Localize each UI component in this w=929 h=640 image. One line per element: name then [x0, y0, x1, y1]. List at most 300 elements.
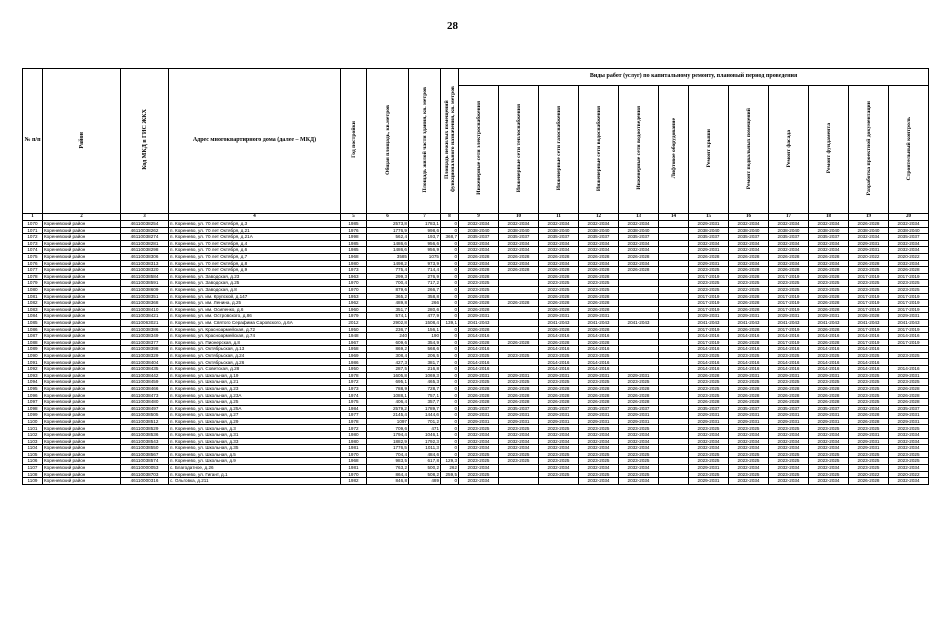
table-cell	[659, 478, 689, 485]
table-cell: 2032-2034	[499, 438, 539, 445]
table-cell: п. Коренево, ул. Школьная, д.23А	[169, 392, 341, 399]
table-cell: 1948	[341, 333, 367, 340]
table-cell: 1981	[341, 445, 367, 452]
table-cell: 2023-2025	[539, 379, 579, 386]
table-cell: 2035-2037	[499, 405, 539, 412]
table-cell: п. Коренево, ул. Гигант, д.1	[169, 471, 341, 478]
table-cell: 2032-2034	[889, 478, 929, 485]
table-cell: 2017-2019	[889, 306, 929, 313]
header-work: Строительный контроль	[889, 86, 929, 214]
table-cell: п. Коренево, ул. Школьная, д.19	[169, 372, 341, 379]
table-cell: 1986	[341, 359, 367, 366]
header-work: Инженерные сети водоотведения	[619, 86, 659, 214]
column-number: 6	[367, 214, 409, 221]
table-cell: 1498,2	[367, 260, 409, 267]
table-cell: 406,4	[367, 399, 409, 406]
table-cell: п. Коренево, ул. Школьная, д.25А	[169, 405, 341, 412]
table-cell: 2035-2037	[809, 405, 849, 412]
table-cell: 2029-2031	[579, 418, 619, 425]
table-cell: 2023-2025	[769, 280, 809, 287]
table-cell: 471	[409, 425, 441, 432]
table-cell: 500,2	[409, 464, 441, 471]
table-cell: 1960	[341, 306, 367, 313]
table-row	[23, 253, 929, 260]
table-row	[23, 451, 929, 458]
table-cell: 2026-2028	[579, 300, 619, 307]
table-cell: 2032-2034	[459, 438, 499, 445]
table-cell: 46110038497	[121, 405, 169, 412]
table-cell: Кореневский район	[43, 379, 121, 386]
table-cell: 1075	[23, 253, 43, 260]
table-row	[23, 267, 929, 274]
column-number: 9	[459, 214, 499, 221]
table-cell: 46110038410	[121, 306, 169, 313]
table-cell: 2017-2019	[769, 293, 809, 300]
table-cell: 2032-2034	[769, 445, 809, 452]
table-cell: 2023-2025	[849, 392, 889, 399]
table-cell: 2017-2019	[889, 273, 929, 280]
table-cell	[499, 319, 539, 326]
table-row	[23, 300, 929, 307]
table-cell: 2026-2028	[579, 306, 619, 313]
table-row	[23, 359, 929, 366]
table-cell: 46110038329	[121, 352, 169, 359]
table-cell: 193,7	[409, 234, 441, 241]
table-cell: 2032-2034	[459, 240, 499, 247]
table-cell: 2026-2028	[809, 385, 849, 392]
table-cell: 2026-2028	[849, 418, 889, 425]
table-cell	[659, 451, 689, 458]
table-cell: 2023-2025	[729, 352, 769, 359]
table-cell: 2026-2028	[459, 253, 499, 260]
table-cell: 2026-2028	[729, 392, 769, 399]
table-cell: 1086	[23, 326, 43, 333]
table-cell: 983,5	[367, 458, 409, 465]
table-cell: 2023-2025	[459, 352, 499, 359]
table-cell	[659, 319, 689, 326]
table-cell: Кореневский район	[43, 221, 121, 228]
table-cell: 2032-2034	[619, 478, 659, 485]
table-cell: 2032-2034	[539, 464, 579, 471]
table-cell: 0	[441, 352, 459, 359]
table-cell	[659, 234, 689, 241]
table-cell: 2026-2028	[849, 478, 889, 485]
table-cell: 2041-2043	[809, 319, 849, 326]
table-cell: 2023-2025	[539, 280, 579, 287]
table-cell: 1088	[23, 339, 43, 346]
table-cell: 1976	[341, 227, 367, 234]
table-cell: 1073	[23, 240, 43, 247]
table-cell: 2026-2028	[619, 399, 659, 406]
table-cell: Кореневский район	[43, 240, 121, 247]
table-cell: 2017-2019	[769, 300, 809, 307]
table-cell: 2032-2034	[849, 405, 889, 412]
table-cell: 2032-2034	[579, 478, 619, 485]
table-cell: 2026-2028	[539, 273, 579, 280]
table-cell: 287,5	[367, 366, 409, 373]
table-cell: 2032-2034	[499, 445, 539, 452]
table-cell	[659, 438, 689, 445]
table-cell	[659, 221, 689, 228]
table-cell: 46110038254	[121, 221, 169, 228]
table-cell: 1973	[341, 385, 367, 392]
table-cell	[659, 306, 689, 313]
table-cell: 1970	[341, 280, 367, 287]
table-cell: 46110038442	[121, 372, 169, 379]
table-cell: 2026-2028	[809, 253, 849, 260]
table-row	[23, 339, 929, 346]
table-cell: 427,3	[367, 359, 409, 366]
table-row	[23, 227, 929, 234]
table-cell: 2035-2037	[459, 405, 499, 412]
table-cell: п. Коренево, ул. 70 лет Октября, д.6	[169, 247, 341, 254]
table-cell: 2023-2025	[889, 458, 929, 465]
table-cell: 2029-2031	[539, 313, 579, 320]
table-cell: 2038-2040	[689, 227, 729, 234]
table-cell: 2026-2028	[729, 339, 769, 346]
table-cell	[619, 339, 659, 346]
table-cell: 2032-2034	[499, 221, 539, 228]
table-cell: п. Коренево, ул. Заводская, д.25	[169, 280, 341, 287]
table-cell: 2023-2025	[849, 372, 889, 379]
table-cell: п. Коренево, ул. 70 лет Октября, д.9	[169, 267, 341, 274]
table-cell	[659, 412, 689, 419]
table-cell: 1108	[23, 471, 43, 478]
table-cell: 2026-2028	[849, 221, 889, 228]
table-cell: 1103	[23, 438, 43, 445]
table-cell: 489	[409, 478, 441, 485]
table-cell	[619, 366, 659, 373]
table-cell: 2026-2028	[769, 253, 809, 260]
table-cell: 2029-2031	[809, 313, 849, 320]
table-cell: 1444,6	[409, 412, 441, 419]
table-cell: 2026-2028	[889, 385, 929, 392]
table-cell: 2029-2031	[689, 478, 729, 485]
table-cell: 2026-2028	[769, 399, 809, 406]
table-cell: 0	[441, 227, 459, 234]
table-cell: 2035-2037	[689, 234, 729, 241]
table-cell: Кореневский район	[43, 471, 121, 478]
table-cell: 2038-2040	[769, 227, 809, 234]
table-cell: 1973	[341, 267, 367, 274]
table-cell: 358,8	[409, 293, 441, 300]
header-work: Лифтовое оборудование	[659, 86, 689, 214]
table-cell: 2029-2031	[619, 412, 659, 419]
table-cell: п. Коренево, ул. Школьная, д.5	[169, 451, 341, 458]
table-row	[23, 412, 929, 419]
table-cell: 2041-2043	[889, 319, 929, 326]
table-cell: 2026-2028	[459, 306, 499, 313]
table-cell: 2029-2031	[849, 432, 889, 439]
table-cell: 2017-2019	[889, 326, 929, 333]
table-cell: 46110038703	[121, 471, 169, 478]
table-cell: 46110038574	[121, 458, 169, 465]
table-cell: Кореневский район	[43, 438, 121, 445]
table-cell: 1950	[341, 326, 367, 333]
table-cell: п. Коренево, ул. Школьная, д.29	[169, 418, 341, 425]
table-cell: 2029-2031	[459, 313, 499, 320]
table-cell: 2014-2016	[459, 333, 499, 340]
table-cell: 2026-2028	[499, 392, 539, 399]
table-cell: 0	[441, 478, 459, 485]
table-cell: 2023-2025	[579, 425, 619, 432]
table-cell: 2023-2025	[499, 379, 539, 386]
table-cell: 0	[441, 306, 459, 313]
table-cell: 1970	[341, 471, 367, 478]
table-cell: 2032-2034	[689, 240, 729, 247]
table-cell: 365,2	[367, 293, 409, 300]
table-cell: 2023-2025	[889, 425, 929, 432]
table-cell: 2032-2034	[769, 478, 809, 485]
table-cell: 1083	[23, 306, 43, 313]
table-cell: 46110038306	[121, 253, 169, 260]
table-cell: 0	[441, 405, 459, 412]
header-work: Инженерные сети электроснабжения	[459, 86, 499, 214]
table-cell: 1082	[23, 300, 43, 307]
table-cell: 1968	[341, 253, 367, 260]
table-cell: 2017-2019	[769, 273, 809, 280]
table-cell: 46110038536	[121, 432, 169, 439]
table-cell: 2017-2019	[689, 306, 729, 313]
table-cell: Кореневский район	[43, 418, 121, 425]
table-cell: 2026-2028	[579, 293, 619, 300]
table-row	[23, 405, 929, 412]
table-cell: п. Коренево, ул. Школьная, д.35	[169, 445, 341, 452]
table-cell: Кореневский район	[43, 432, 121, 439]
table-row	[23, 438, 929, 445]
capital-repair-table	[22, 68, 929, 485]
table-cell: 1093	[23, 372, 43, 379]
table-cell: 2026-2028	[729, 385, 769, 392]
table-cell: 2023-2025	[889, 451, 929, 458]
table-cell: 1950	[341, 366, 367, 373]
table-cell: 0	[441, 399, 459, 406]
table-cell: 262	[441, 464, 459, 471]
table-cell	[659, 227, 689, 234]
table-cell: 2023-2025	[889, 352, 929, 359]
table-cell: 2014-2016	[849, 346, 889, 353]
table-cell	[659, 352, 689, 359]
table-cell: 0	[441, 346, 459, 353]
table-cell	[499, 286, 539, 293]
table-cell: Кореневский район	[43, 412, 121, 419]
table-cell: 2026-2028	[539, 399, 579, 406]
table-cell: 704,4	[367, 451, 409, 458]
table-cell: 2035-2037	[619, 405, 659, 412]
table-cell: 2029-2031	[689, 418, 729, 425]
table-cell: 2014-2016	[539, 366, 579, 373]
table-cell: 2026-2028	[579, 253, 619, 260]
table-cell: 2017-2019	[849, 339, 889, 346]
table-cell: 1972	[341, 425, 367, 432]
table-cell: 2041-2043	[579, 319, 619, 326]
table-cell: Кореневский район	[43, 319, 121, 326]
table-cell: 2014-2016	[459, 346, 499, 353]
table-cell: 1076	[23, 260, 43, 267]
table-cell	[619, 280, 659, 287]
table-cell: 46110038386	[121, 326, 169, 333]
table-cell: 46110000053	[121, 464, 169, 471]
table-cell: 2026-2028	[579, 267, 619, 274]
table-cell: 2026-2028	[809, 392, 849, 399]
table-row	[23, 379, 929, 386]
table-cell: 617,8	[409, 458, 441, 465]
table-cell: 2014-2016	[849, 333, 889, 340]
table-cell: 2026-2028	[619, 253, 659, 260]
table-cell	[659, 366, 689, 373]
table-cell: 2032-2034	[619, 432, 659, 439]
table-cell: 2038-2040	[499, 227, 539, 234]
header-district: Район	[43, 69, 121, 214]
table-cell: 2032-2034	[689, 445, 729, 452]
table-cell: 2032-2034	[889, 445, 929, 452]
table-cell: 2032-2034	[579, 445, 619, 452]
table-cell: 2023-2025	[689, 471, 729, 478]
table-row	[23, 260, 929, 267]
table-cell: 2026-2028	[499, 339, 539, 346]
table-cell: 2029-2031	[769, 313, 809, 320]
table-cell: 2017-2019	[769, 326, 809, 333]
table-cell: п. Коренево, ул. 70 лет Октября, д.21	[169, 227, 341, 234]
table-cell: 2023-2025	[729, 471, 769, 478]
table-row	[23, 352, 929, 359]
table-cell: 2029-2031	[459, 412, 499, 419]
table-cell: 46110038298	[121, 247, 169, 254]
table-cell	[539, 478, 579, 485]
table-cell: 2014-2016	[809, 346, 849, 353]
table-cell	[499, 471, 539, 478]
table-row	[23, 240, 929, 247]
table-cell: Кореневский район	[43, 273, 121, 280]
table-cell: Кореневский район	[43, 280, 121, 287]
table-cell: 465,3	[409, 379, 441, 386]
table-cell: 2035-2037	[729, 234, 769, 241]
table-row	[23, 425, 929, 432]
table-cell: 2023-2025	[499, 458, 539, 465]
table-cell: 2014-2016	[459, 366, 499, 373]
header-work: Инженерные сети газоснабжения	[539, 86, 579, 214]
table-cell: 1486,6	[367, 240, 409, 247]
table-cell: 2029-2031	[849, 247, 889, 254]
table-row	[23, 372, 929, 379]
table-cell: 2023-2025	[689, 385, 729, 392]
table-cell: 2026-2028	[539, 300, 579, 307]
table-cell: 2038-2040	[459, 227, 499, 234]
table-cell: 2014-2016	[849, 359, 889, 366]
table-cell: 2032-2034	[689, 432, 729, 439]
table-cell: 2014-2016	[689, 366, 729, 373]
table-cell: 2023-2025	[619, 471, 659, 478]
table-cell: 1605,8	[367, 372, 409, 379]
table-cell	[619, 333, 659, 340]
table-cell: 2026-2028	[889, 392, 929, 399]
table-cell: 2023-2025	[849, 385, 889, 392]
table-cell: п. Коренево, ул. Школьная, д.27	[169, 412, 341, 419]
table-cell: 2026-2028	[809, 399, 849, 406]
table-cell: 2026-2028	[729, 267, 769, 274]
table-cell: 2029-2031	[889, 412, 929, 419]
table-cell: 46110038529	[121, 425, 169, 432]
table-cell: 1085	[23, 319, 43, 326]
table-cell: 956,9	[409, 247, 441, 254]
table-cell: 1095	[23, 385, 43, 392]
table-row	[23, 418, 929, 425]
column-number: 16	[729, 214, 769, 221]
table-cell: 2026-2028	[459, 339, 499, 346]
table-cell: 2041-2043	[539, 319, 579, 326]
table-cell: 2032-2034	[809, 221, 849, 228]
table-cell: 2023-2025	[849, 399, 889, 406]
table-cell: 2035-2037	[579, 234, 619, 241]
table-cell: 1962	[341, 300, 367, 307]
table-cell: Кореневский район	[43, 247, 121, 254]
table-cell: 0	[441, 425, 459, 432]
table-cell: 2026-2028	[539, 293, 579, 300]
column-number: 20	[889, 214, 929, 221]
table-cell: 2038-2040	[619, 227, 659, 234]
column-numbers-row	[23, 214, 929, 221]
table-cell: 46110038567	[121, 451, 169, 458]
table-cell: 2035-2037	[459, 234, 499, 241]
table-cell: 998,6	[409, 227, 441, 234]
table-cell: 2023-2025	[579, 379, 619, 386]
table-cell: 2029-2031	[849, 240, 889, 247]
table-cell: 2023-2025	[539, 352, 579, 359]
table-cell: 2023-2025	[849, 458, 889, 465]
table-cell: Кореневский район	[43, 313, 121, 320]
table-cell: 2032-2034	[809, 478, 849, 485]
table-cell: 2023-2025	[689, 458, 729, 465]
table-cell: 2023-2025	[689, 451, 729, 458]
table-cell: 2026-2028	[459, 399, 499, 406]
table-cell: 2026-2028	[809, 306, 849, 313]
table-cell: 2023-2025	[889, 280, 929, 287]
table-cell: 46110038466	[121, 385, 169, 392]
table-cell: 2023-2025	[499, 451, 539, 458]
table-cell	[499, 313, 539, 320]
table-cell: 2029-2031	[769, 418, 809, 425]
table-cell: 2032-2034	[579, 438, 619, 445]
table-cell	[659, 346, 689, 353]
table-cell	[619, 306, 659, 313]
table-cell	[659, 247, 689, 254]
table-cell: 2029-2031	[689, 412, 729, 419]
table-cell: 2032-2034	[769, 438, 809, 445]
table-cell: 2035-2037	[499, 234, 539, 241]
table-cell: 1963	[341, 273, 367, 280]
table-cell: Кореневский район	[43, 445, 121, 452]
table-cell: п. Коренево, ул. 70 лет Октября, д.7	[169, 253, 341, 260]
table-cell: 2032-2034	[579, 260, 619, 267]
table-cell: 2029-2031	[579, 412, 619, 419]
table-cell: 2023-2025	[459, 280, 499, 287]
table-cell: Кореневский район	[43, 346, 121, 353]
table-cell: 2017-2019	[889, 293, 929, 300]
table-cell: 2032-2034	[809, 464, 849, 471]
table-cell: 2026-2028	[769, 267, 809, 274]
table-cell: 2023-2025	[809, 352, 849, 359]
table-cell: 0	[441, 366, 459, 373]
table-cell: 695,1	[367, 379, 409, 386]
table-cell: 1794,4	[367, 432, 409, 439]
table-cell: Кореневский район	[43, 352, 121, 359]
table-cell	[659, 425, 689, 432]
table-cell: 46110038262	[121, 227, 169, 234]
table-cell: 2026-2028	[539, 306, 579, 313]
table-cell	[659, 464, 689, 471]
table-cell: 0	[441, 372, 459, 379]
table-cell: 2032-2034	[729, 432, 769, 439]
